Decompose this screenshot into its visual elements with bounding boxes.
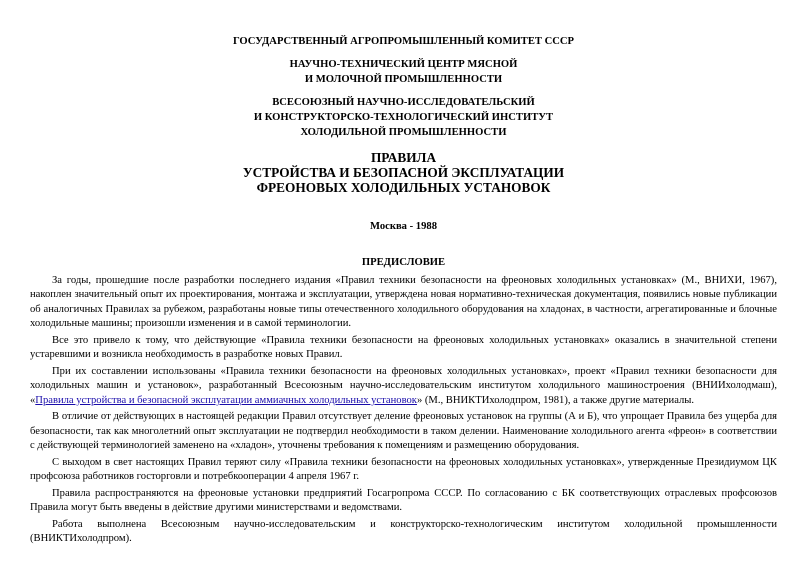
institute-name-line2: И КОНСТРУКТОРСКО-ТЕХНОЛОГИЧЕСКИЙ ИНСТИТУТ (253, 112, 554, 123)
preface-heading: ПРЕДИСЛОВИЕ (361, 257, 446, 268)
ammonia-rules-link[interactable]: Правила устройства и безопасной эксплуатации аммиачных холодильных установок (35, 394, 417, 406)
document-title (30, 150, 777, 195)
institute-header (30, 95, 777, 140)
committee-header (30, 34, 777, 49)
center-name-line2: И МОЛОЧНОЙ ПРОМЫШЛЕННОСТИ (304, 74, 503, 85)
institute-name-line1: ВСЕСОЮЗНЫЙ НАУЧНО-ИССЛЕДОВАТЕЛЬСКИЙ (272, 97, 535, 108)
institute-name-line3: ХОЛОДИЛЬНОЙ ПРОМЫШЛЕННОСТИ (300, 127, 507, 138)
preface-paragraph-3-start: При их составлении использованы «Правила техники безопасности на фреоновых холодильных установках», проект «Правил техники безопасности для холодильных машин и установок», разработанный Всесоюзным научно-исследовательским институтом холодильного машиностроения (ВНИИхолодмаш), « (30, 365, 777, 406)
preface-paragraph-4: В отличие от действующих в настоящей редакции Правил отсутствует деление фреоновых установок на группы (А и Б), что упрощает Правила без ущерба для безопасности, так как многолетний опыт эксплуатации не подтвердил необходимости в таком делении. Наименование холодильного агента «фреон» в соответствии с действующей терминологией заменено на «хладон», уточнены требования к помещениям и размещению оборудования. (30, 411, 777, 452)
preface-paragraph-1: За годы, прошедшие после разработки последнего издания «Правил техники безопасности на фреоновых холодильных установках» (М., ВНИХИ, 1967), накоплен значительный опыт их проектирования, монтажа и эксплуатации, утверждена новая нормативно-техническая документация, появились новые публикации об аналогичных Правилах за рубежом, разработаны новые типы отечественного холодильного оборудования на хладонах, в частности, агрегатированные и блочные холодильные машины; произошли изменения и в самой терминологии. (30, 275, 777, 330)
preface-paragraph-2: Все это привело к тому, что действующие «Правила техники безопасности на фреоновых холодильных установках» оказались в значительной степени устаревшими и возникла необходимость в разработке новых Правил. (30, 334, 777, 361)
committee-name: ГОСУДАРСТВЕННЫЙ АГРОПРОМЫШЛЕННЫЙ КОМИТЕТ СССР (232, 36, 575, 47)
preface-paragraph-7: Работа выполнена Всесоюзным научно-исследовательским и конструкторско-технологическим институтом холодильной промышленности (ВНИКТИхолодпром). (30, 518, 777, 545)
preface-paragraph-3 (30, 365, 777, 408)
preface-paragraph-3-end: » (М., ВНИКТИхолодпром, 1981), а также другие материалы. (416, 394, 695, 406)
document-title-line3: ФРЕОНОВЫХ ХОЛОДИЛЬНЫХ УСТАНОВОК (256, 180, 551, 195)
center-name-line1: НАУЧНО-ТЕХНИЧЕСКИЙ ЦЕНТР МЯСНОЙ (289, 59, 518, 70)
place-and-year: Москва - 1988 (370, 221, 437, 232)
document-title-line2: УСТРОЙСТВА И БЕЗОПАСНОЙ ЭКСПЛУАТАЦИИ (242, 165, 565, 180)
center-header (30, 57, 777, 87)
preface-paragraph-5: С выходом в свет настоящих Правил теряют силу «Правила техники безопасности на фреоновых холодильных установках», утвержденные Президиумом ЦК профсоюза работников госторговли и потребкооперации 4 апреля 1967 г. (30, 456, 777, 483)
preface-paragraph-6: Правила распространяются на фреоновые установки предприятий Госагропрома СССР. По согласованию с БК соответствующих отраслевых профсоюзов Правила могут быть введены в действие другими министерствами и ведомствами. (30, 487, 777, 514)
document-title-line1: ПРАВИЛА (370, 150, 437, 165)
